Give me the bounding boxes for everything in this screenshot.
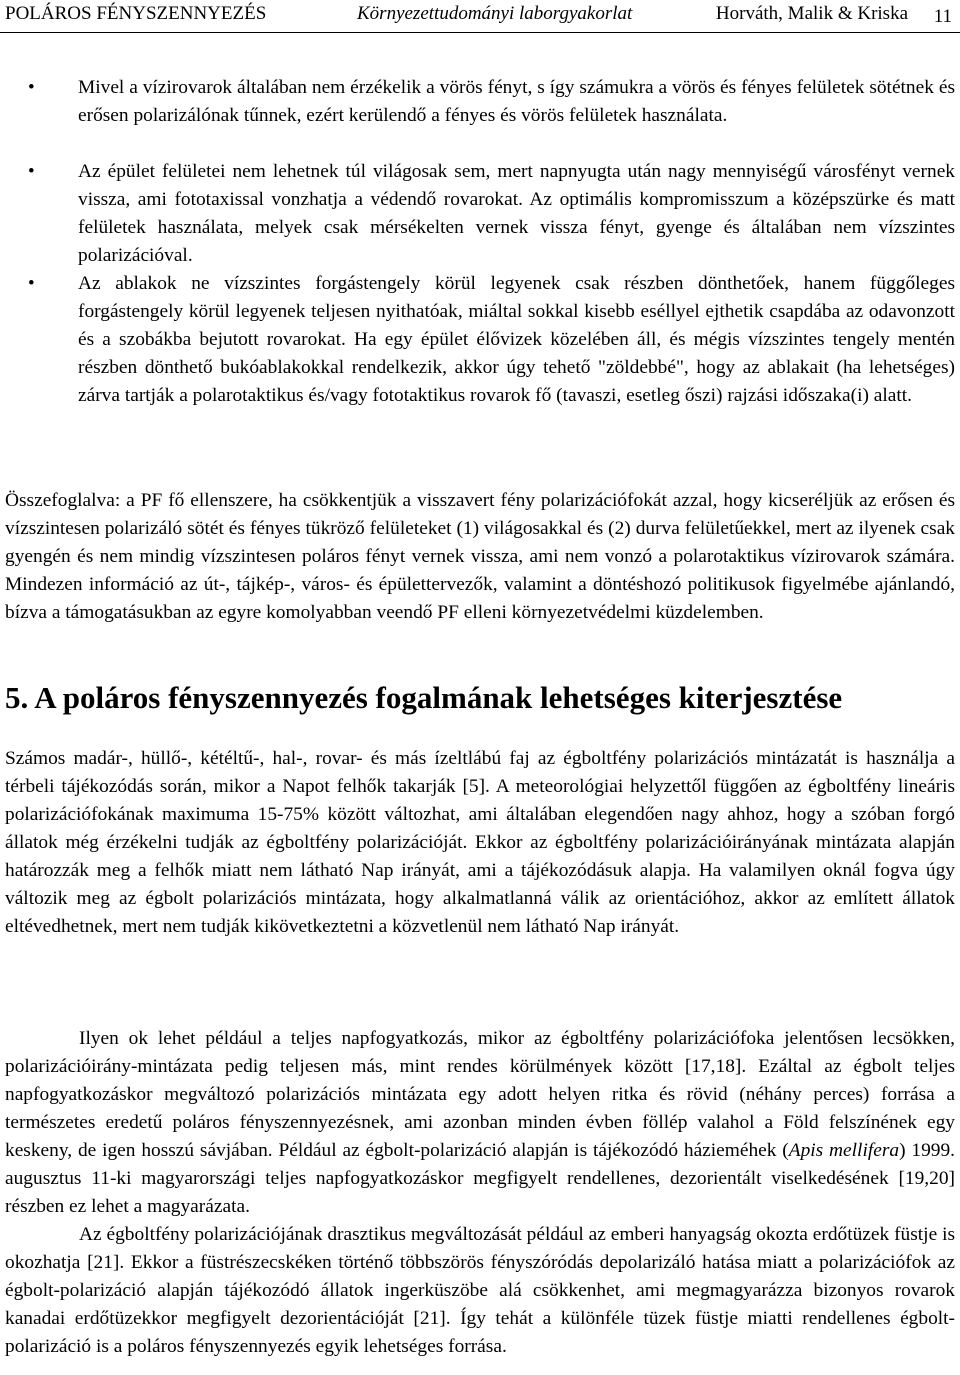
- header-divider: [0, 32, 960, 33]
- header-course-title: Környezettudományi laborgyakorlat: [357, 3, 633, 24]
- bullet-icon: •: [28, 161, 35, 182]
- paragraph-text: Ilyen ok lehet például a teljes napfogyatkozás, mikor az égboltfény polarizációfoka jelentősen lecsökken, polarizációirány-mintázata pedig teljesen más, mint rendes körülmények között [17,18]. Ezáltal az égbolt teljes napfogyatkozáskor megváltozó polarizációs mintázata egy adott helyen ritka és rövid (néhány perces) forrása a természetes eredetű poláros fényszennyezésnek, ami azonban minden évben föllép valahol a Föld felszínének egy keskeny, de igen hosszú sávjában. Például az égbolt-polarizáció alapján is tájékozódó házieméhek (: [5, 1028, 955, 1161]
- header-authors: Horváth, Malik & Kriska: [715, 3, 908, 24]
- summary-paragraph: Összefoglalva: a PF fő ellenszere, ha csökkentjük a visszavert fény polarizációfokát azzal, hogy kicseréljük az erősen és vízszintesen polarizáló sötét és fényes tükröző felületeket (1) világosakkal és (2) durva felületűekkel, mert az ilyenek csak gyengén és nem mindig vízszintesen poláros fényt vernek vissza, ami nem vonzó a polarotaktikus vízirovarok számára. Mindezen információ az út-, tájkép-, város- és épülettervezők, valamint a döntéshozó politikusok figyelmébe ajánlandó, bízva a támogatásukban az egyre komolyabban veendő PF elleni környezetvédelmi küzdelemben.: [5, 490, 955, 623]
- bullet-item-3: Az ablakok ne vízszintes forgástengely körül legyenek csak részben dönthetőek, hanem függőleges forgástengely körül legyenek teljesen nyithatóak, miáltal sokkal kisebb eséllyel ejthetik csapdába az odavonzott és a szobákba bejutott rovarokat. Ha egy épület élővizek közelében áll, és mégis vízszintes tengely mentén részben dönthető bukóablakokkal rendelkezik, akkor úgy tehető "zöldebbé", hogy az ablakait (ha lehetséges) zárva tartják a polarotaktikus és/vagy fototaktikus rovarok fő (tavaszi, esetleg őszi) rajzási időszaka(i) alatt.: [78, 273, 955, 406]
- paragraph-text: ) 1999. augusztus 11-ki magyarországi teljes napfogyatkozáskor megfigyelt rendellenes, dezorientált viselkedésének [19,20] részben ez lehet a magyarázata.: [5, 1140, 955, 1217]
- section-paragraph-2: [5, 1025, 955, 1221]
- page-number: 11: [933, 6, 952, 27]
- section-heading: 5. A poláros fényszennyezés fogalmának lehetséges kiterjesztése: [5, 680, 843, 715]
- bullet-item-2: Az épület felületei nem lehetnek túl világosak sem, mert napnyugta után nagy mennyiségű városfényt vernek vissza, ami fototaxissal vonzhatja a védendő rovarokat. Az optimális kompromisszum a középszürke és matt felületek használata, melyek csak mérsékelten vernek vissza fényt, gyenge és általában nem vízszintes polarizációval.: [78, 161, 955, 266]
- species-name: Apis mellifera: [788, 1140, 900, 1161]
- running-header: [5, 1, 952, 29]
- bullet-item-1: Mivel a vízirovarok általában nem érzékelik a vörös fényt, s így számukra a vörös és fényes felületek sötétnek és erősen polarizálónak tűnnek, ezért kerülendő a fényes és vörös felületek használata.: [78, 77, 955, 126]
- section-paragraph-1: Számos madár-, hüllő-, kétéltű-, hal-, rovar- és más ízeltlábú faj az égboltfény polarizációs mintázatát is használja a térbeli tájékozódás során, mikor a Napot felhők takarják [5]. A meteorológiai helyzettől függően az égboltfény lineáris polarizációfokának maximuma 15-75% között változhat, ami általában elegendően nagy ahhoz, hogy a szóban forgó állatok még érzékelni tudják az égboltfény polarizációját. Ekkor az égboltfény polarizációirányának mintázata alapján határozzák meg a felhők miatt nem látható Nap irányát, ami a tájékozódásuk alapja. Ha valamilyen oknál fogva úgy változik meg az égbolt polarizációs mintázata, hogy alkalmatlanná válik az orientációhoz, akkor az említett állatok eltévedhetnek, mert nem tudják kikövetkeztetni a közvetlenül nem látható Nap irányát.: [5, 748, 955, 937]
- bullet-icon: •: [28, 273, 35, 294]
- section-paragraph-3: Az égboltfény polarizációjának drasztikus megváltozását például az emberi hanyagság okozta erdőtüzek füstje is okozhatja [21]. Ekkor a füstrészecskéken történő többszörös fényszóródás depolarizáló hatása miatt a polarizációfok az égbolt-polarizáció alapján tájékozódó állatok ingerküszöbe alá csökkenhet, ami megmagyarázza bizonyos rovarok kanadai erdőtüzekkor megfigyelt dezorientációját [21]. Így tehát a különféle tüzek füstje miatti rendellenes égbolt-polarizáció is a poláros fényszennyezés egyik lehetséges forrása.: [5, 1224, 955, 1357]
- header-left-title: POLÁROS FÉNYSZENNYEZÉS: [5, 3, 267, 24]
- bullet-icon: •: [28, 77, 35, 98]
